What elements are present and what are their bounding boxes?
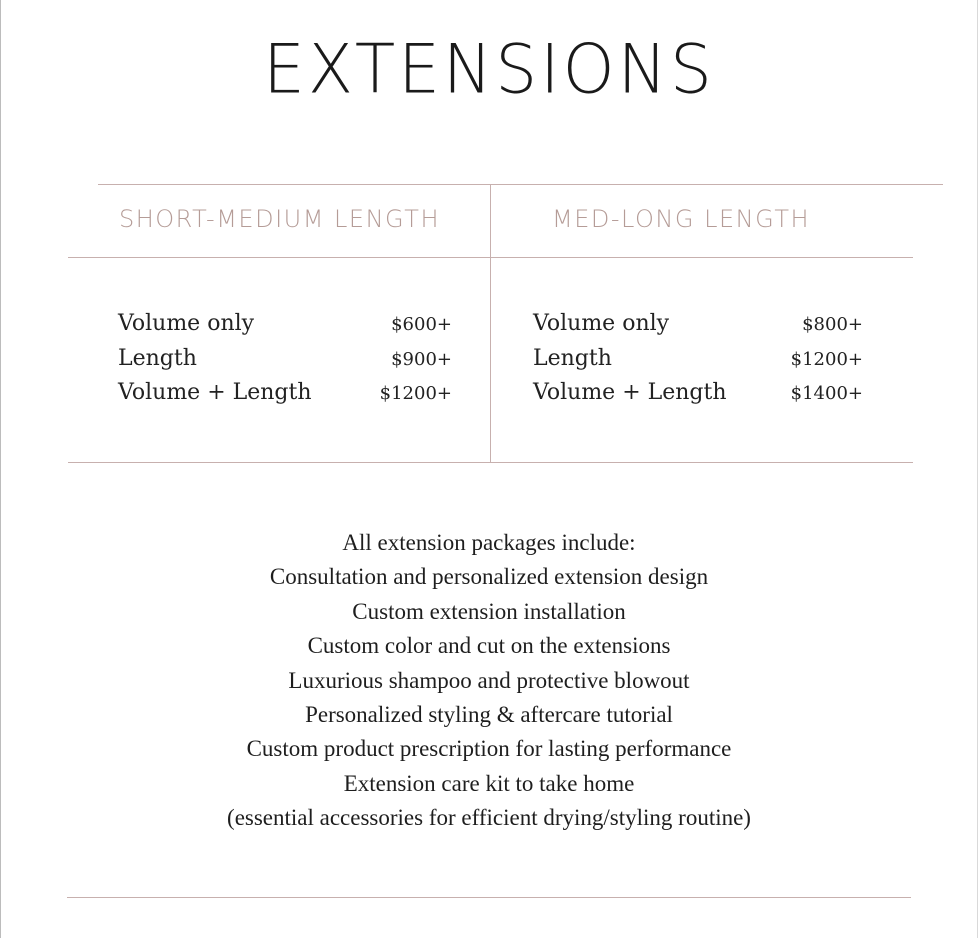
page-title: EXTENSIONS	[263, 30, 715, 109]
service-name: Volume + Length	[118, 380, 312, 405]
price-row	[118, 307, 452, 342]
price-row	[118, 342, 452, 377]
service-name: Length	[533, 345, 612, 371]
service-name: Volume + Length	[533, 380, 727, 405]
package-includes	[0, 526, 978, 836]
column-divider	[490, 184, 491, 463]
includes-item: Luxurious shampoo and protective blowout	[288, 667, 690, 693]
service-price: $800+	[802, 314, 863, 335]
service-price: $1200+	[790, 348, 863, 370]
includes-item: Custom product prescription for lasting performance	[246, 736, 732, 762]
table-top-rule	[98, 184, 943, 185]
includes-item: Custom color and cut on the extensions	[307, 633, 671, 659]
includes-item: Extension care kit to take home	[343, 770, 635, 796]
footer-rule	[67, 897, 911, 898]
price-row	[533, 342, 863, 377]
price-list-med-long	[533, 307, 863, 411]
price-row	[533, 376, 863, 411]
includes-item: (essential accessories for efficient drying/styling routine)	[227, 805, 751, 831]
price-row	[118, 376, 452, 411]
service-name: Volume only	[118, 311, 255, 336]
column-heading-short-medium: SHORT-MEDIUM LENGTH	[119, 205, 440, 233]
price-row	[533, 307, 863, 342]
service-price: $900+	[391, 348, 452, 370]
includes-item: Consultation and personalized extension design	[269, 564, 709, 590]
includes-intro: All extension packages include:	[342, 530, 636, 555]
service-price: $1400+	[790, 383, 863, 404]
includes-item: Personalized styling & aftercare tutorial	[305, 702, 673, 728]
column-heading-med-long: MED-LONG LENGTH	[552, 205, 811, 233]
includes-item: Custom extension installation	[352, 598, 626, 624]
service-price: $600+	[391, 314, 452, 335]
price-list-short-medium	[118, 307, 452, 411]
service-price: $1200+	[379, 383, 452, 404]
service-name: Volume only	[533, 311, 670, 336]
service-name: Length	[118, 345, 197, 371]
